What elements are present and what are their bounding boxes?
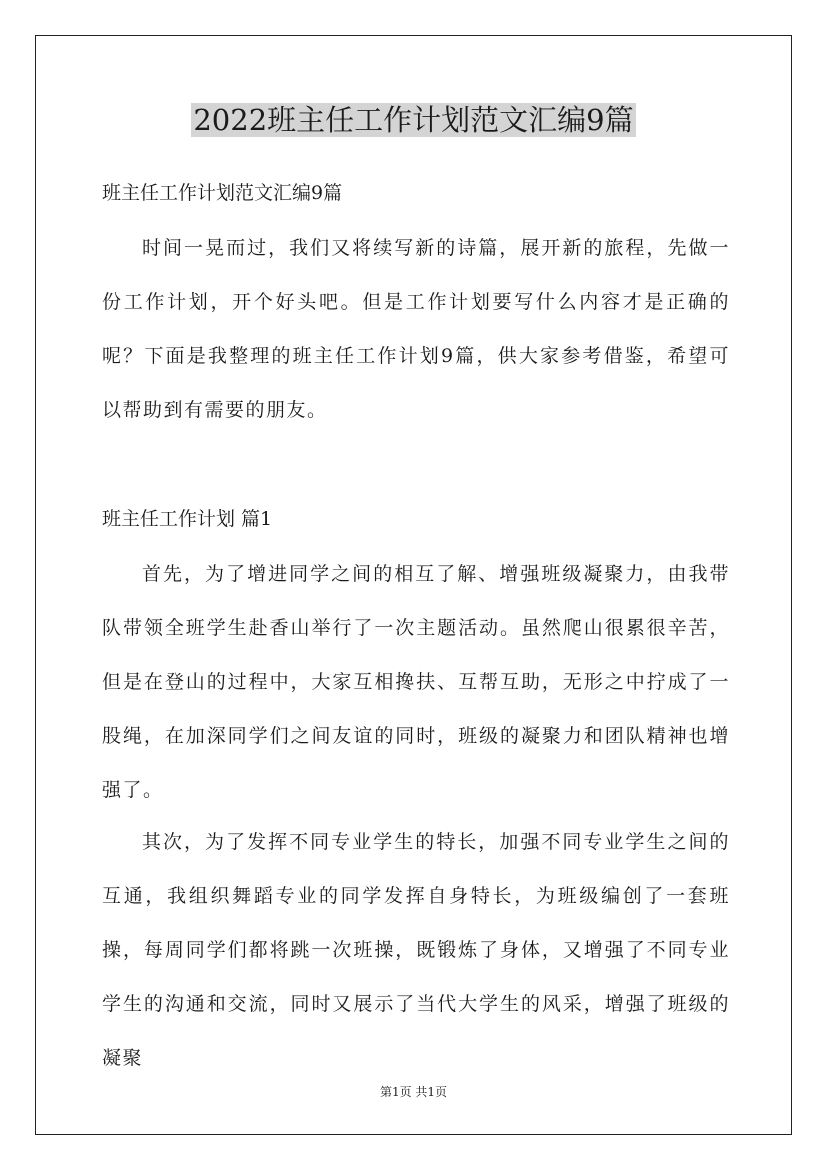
document-heading: 班主任工作计划范文汇编9篇 [102, 182, 343, 204]
section-heading: 班主任工作计划 篇1 [102, 508, 273, 530]
body-paragraph-2: 其次，为了发挥不同专业学生的特长，加强不同专业学生之间的互通，我组织舞蹈专业的同学发挥自身特长，为班级编创了一套班操，每周同学们都将跳一次班操，既锻炼了身体，又增强了不同专业学生的沟通和交流，同时又展示了当代大学生的风采，增强了班级的凝聚 [102, 831, 730, 1069]
document-title-text: 2022班主任工作计划范文汇编9篇 [193, 103, 634, 137]
body-paragraph-1: 首先，为了增进同学之间的相互了解、增强班级凝聚力，由我带队带领全班学生赴香山举行了一次主题活动。虽然爬山很累很辛苦，但是在登山的过程中，大家互相搀扶、互帮互助，无形之中拧成了一股绳，在加深同学们之间友谊的同时，班级的凝聚力和团队精神也增强了。 [102, 563, 730, 801]
page-footer [0, 1083, 827, 1100]
intro-paragraph: 时间一晃而过，我们又将续写新的诗篇，展开新的旅程，先做一份工作计划，开个好头吧。但是工作计划要写什么内容才是正确的呢？下面是我整理的班主任工作计划9篇，供大家参考借鉴，希望可以帮助到有需要的朋友。 [102, 237, 730, 421]
page-number: 第1页 共1页 [379, 1085, 448, 1099]
document-title [0, 100, 827, 140]
